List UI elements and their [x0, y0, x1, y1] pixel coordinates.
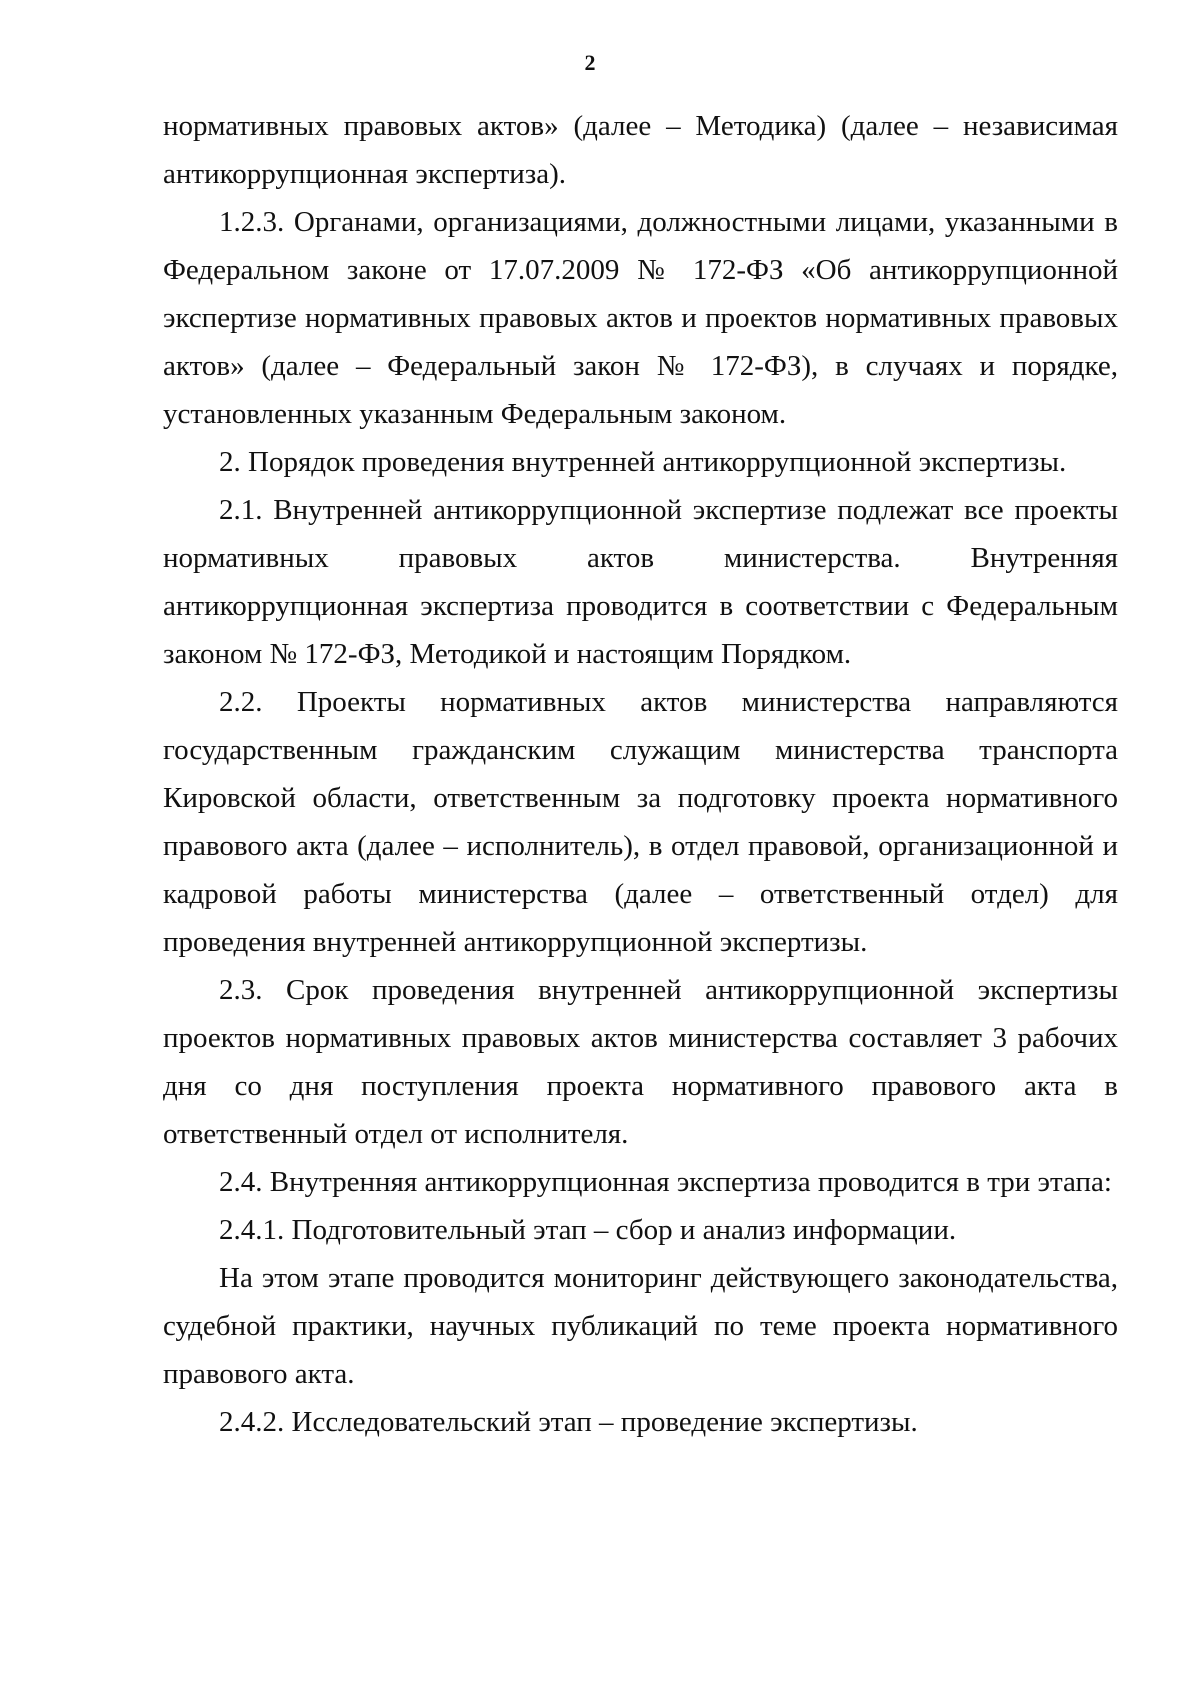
paragraph-2-1: 2.1. Внутренней антикоррупционной экспертизе подлежат все проекты нормативных правовых актов министерства. Внутренняя антикоррупционная экспертиза проводится в соответствии с Федеральным законом № 172-ФЗ, Методикой и настоящим Порядком. — [163, 494, 1118, 670]
paragraph-2-4-2: 2.4.2. Исследовательский этап – проведение экспертизы. — [219, 1406, 918, 1438]
document-body — [163, 102, 1118, 1446]
paragraph-2-2: 2.2. Проекты нормативных актов министерства направляются государственным гражданским служащим министерства транспорта Кировской области, ответственным за подготовку проекта нормативного правового акта (далее – исполнитель), в отдел правовой, организационной и кадровой работы министерства (далее – ответственный отдел) для проведения внутренней антикоррупционной экспертизы. — [163, 686, 1118, 958]
paragraph-methodology-continuation: нормативных правовых актов» (далее – Методика) (далее – независимая антикоррупционная экспертиза). — [163, 110, 1118, 190]
paragraph-2-4-1: 2.4.1. Подготовительный этап – сбор и анализ информации. — [219, 1214, 957, 1246]
page-number: 2 — [584, 50, 596, 75]
section-heading-2: 2. Порядок проведения внутренней антикоррупционной экспертизы. — [219, 446, 1067, 478]
paragraph-monitoring: На этом этапе проводится мониторинг действующего законодательства, судебной практики, научных публикаций по теме проекта нормативного правового акта. — [163, 1262, 1118, 1390]
paragraph-2-4: 2.4. Внутренняя антикоррупционная экспертиза проводится в три этапа: — [219, 1166, 1112, 1198]
paragraph-2-3: 2.3. Срок проведения внутренней антикоррупционной экспертизы проектов нормативных правовых актов министерства составляет 3 рабочих дня со дня поступления проекта нормативного правового акта в ответственный отдел от исполнителя. — [163, 974, 1118, 1150]
paragraph-1-2-3: 1.2.3. Органами, организациями, должностными лицами, указанными в Федеральном законе от 17.07.2009 № 172-ФЗ «Об антикоррупционной экспертизе нормативных правовых актов и проектов нормативных правовых актов» (далее – Федеральный закон № 172-ФЗ), в случаях и порядке, установленных указанным Федеральным законом. — [163, 206, 1118, 430]
